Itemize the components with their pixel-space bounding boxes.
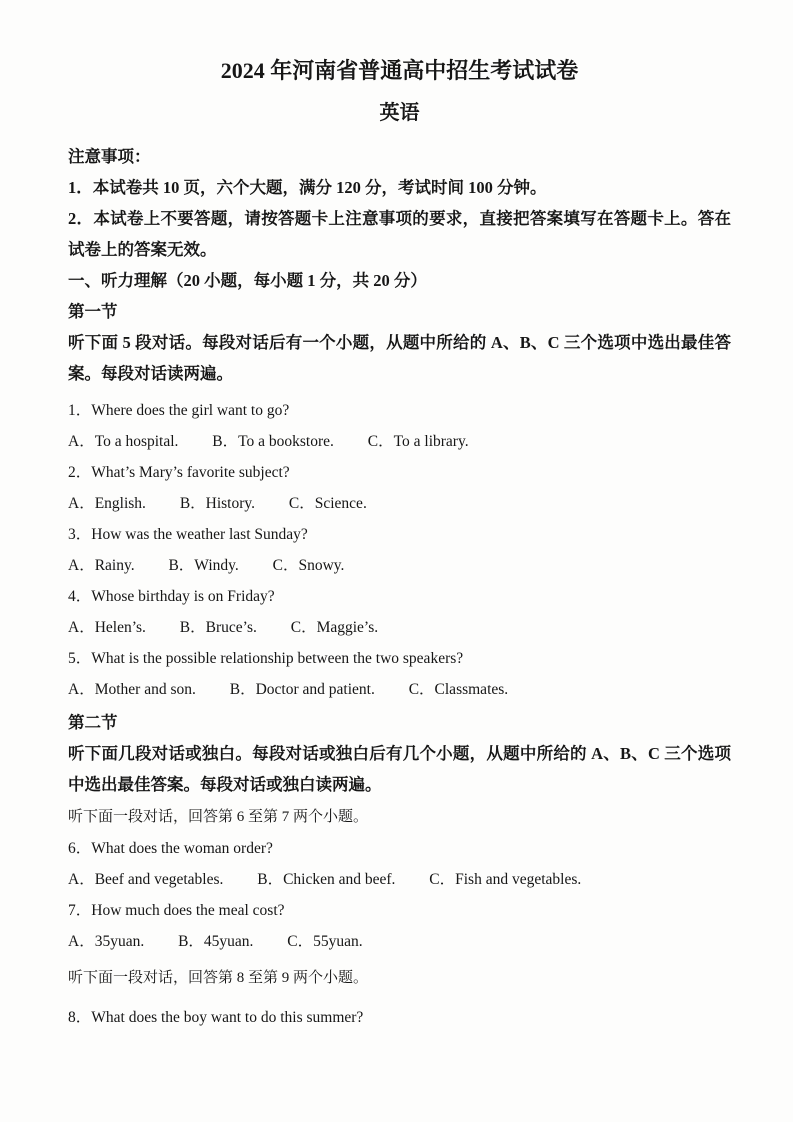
question-options-4 <box>68 612 731 643</box>
part1-instruction: 听下面 5 段对话。每段对话后有一个小题，从题中所给的 A、B、C 三个选项中选出最佳答案。每段对话读两遍。 <box>68 333 731 383</box>
dialog-hint-8-9: 听下面一段对话，回答第 8 至第 9 两个小题。 <box>68 970 369 986</box>
notice-item-1: 1．本试卷共 10 页，六个大题，满分 120 分，考试时间 100 分钟。 <box>68 178 547 197</box>
part1-heading: 第一节 <box>68 302 118 321</box>
option-b: B．Bruce’s. <box>179 619 257 636</box>
option-c: C．To a library. <box>367 433 469 450</box>
question-options-1 <box>68 426 731 457</box>
option-a: A．To a hospital. <box>68 433 179 450</box>
question-stem-1: 1．Where does the girl want to go? <box>68 402 290 419</box>
question-options-2 <box>68 488 731 519</box>
option-c: C．Classmates. <box>408 681 509 698</box>
option-a: A．Mother and son. <box>68 681 196 698</box>
exam-title: 2024 年河南省普通高中招生考试试卷 <box>220 58 579 83</box>
dialog-hint-6-7: 听下面一段对话，回答第 6 至第 7 两个小题。 <box>68 809 369 825</box>
notice-heading: 注意事项： <box>68 147 151 166</box>
question-stem-6: 6．What does the woman order? <box>68 840 273 857</box>
question-stem-4: 4．Whose birthday is on Friday? <box>68 588 275 605</box>
option-b: B．Windy. <box>168 557 239 574</box>
exam-subject: 英语 <box>379 102 420 124</box>
option-b: B．To a bookstore. <box>212 433 334 450</box>
option-c: C．Maggie’s. <box>290 619 379 636</box>
question-options-6 <box>68 864 731 895</box>
option-c: C．Fish and vegetables. <box>429 871 582 888</box>
option-a: A．Beef and vegetables. <box>68 871 224 888</box>
section1-heading: 一、听力理解（20 小题，每小题 1 分，共 20 分） <box>68 271 427 290</box>
option-a: A．35yuan. <box>68 933 145 950</box>
part2-heading: 第二节 <box>68 713 118 732</box>
option-a: A．English. <box>68 495 146 512</box>
option-b: B．Doctor and patient. <box>229 681 375 698</box>
part2-instruction: 听下面几段对话或独白。每段对话或独白后有几个小题，从题中所给的 A、B、C 三个选项中选出最佳答案。每段对话或独白读两遍。 <box>68 744 731 794</box>
notice-item-2: 2．本试卷上不要答题，请按答题卡上注意事项的要求，直接把答案填写在答题卡上。答在试卷上的答案无效。 <box>68 209 731 259</box>
question-stem-3: 3．How was the weather last Sunday? <box>68 526 308 543</box>
option-a: A．Helen’s. <box>68 619 146 636</box>
question-stem-8: 8．What does the boy want to do this summer? <box>68 1009 364 1026</box>
option-a: A．Rainy. <box>68 557 135 574</box>
question-stem-2: 2．What’s Mary’s favorite subject? <box>68 464 290 481</box>
question-options-5 <box>68 674 731 705</box>
option-b: B．Chicken and beef. <box>257 871 396 888</box>
question-stem-7: 7．How much does the meal cost? <box>68 902 285 919</box>
option-c: C．55yuan. <box>287 933 363 950</box>
option-c: C．Snowy. <box>272 557 345 574</box>
question-stem-5: 5．What is the possible relationship between the two speakers? <box>68 650 464 667</box>
option-c: C．Science. <box>288 495 367 512</box>
question-options-3 <box>68 550 731 581</box>
option-b: B．History. <box>179 495 256 512</box>
option-b: B．45yuan. <box>178 933 254 950</box>
question-options-7 <box>68 926 731 957</box>
